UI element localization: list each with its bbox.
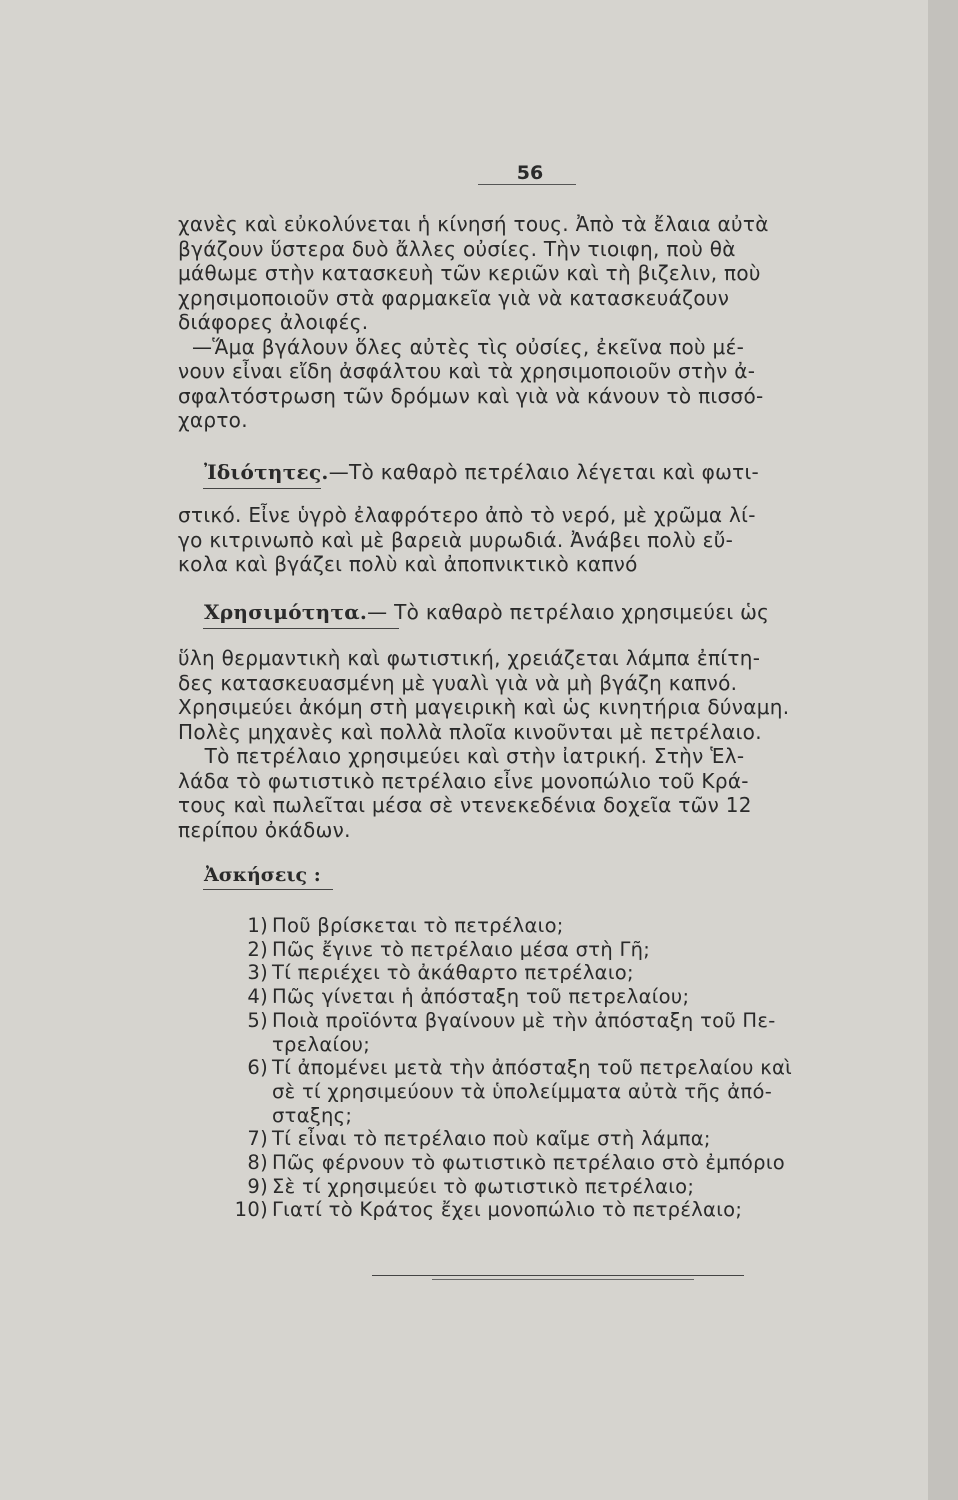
paragraph-1 bbox=[178, 212, 898, 433]
text-line: χρησιμοποιοῦν στὰ φαρμακεῖα γιὰ νὰ κατασκευάζουν bbox=[178, 285, 730, 310]
exercise-text-continued: τρελαίου; bbox=[272, 1032, 371, 1056]
text-line: —Ἅμα βγάλουν ὅλες αὐτὲς τὶς οὐσίες, ἐκεῖνα ποὺ μέ- bbox=[192, 334, 745, 359]
usefulness-heading: Χρησιμότητα. bbox=[204, 600, 368, 624]
text-line: Χρησιμεύει ἀκόμη στὴ μαγειρικὴ καὶ ὡς κινητήρια δύναμη. bbox=[178, 695, 790, 719]
exercise-item bbox=[220, 1009, 910, 1056]
exercise-item bbox=[220, 1175, 910, 1199]
text-line: γο κιτρινωπὸ καὶ μὲ βαρειὰ μυρωδιά. Ἀνάβει πολὺ εὔ- bbox=[178, 527, 734, 552]
usefulness-heading-rule bbox=[203, 628, 399, 629]
exercise-number: 7) bbox=[247, 1127, 268, 1151]
exercise-item bbox=[220, 961, 910, 985]
exercise-item bbox=[220, 1151, 910, 1175]
text-line: κολα καὶ βγάζει πολὺ καὶ ἀποπνικτικὸ καπνό bbox=[178, 552, 638, 576]
properties-heading: Ἰδιότητες. bbox=[204, 460, 329, 484]
end-rule bbox=[372, 1275, 744, 1276]
page-edge bbox=[928, 0, 958, 1500]
exercise-item bbox=[220, 1127, 910, 1151]
usefulness-first-line: — Τὸ καθαρὸ πετρέλαιο χρησιμεύει ὡς bbox=[367, 600, 770, 624]
exercise-text: Πῶς ἔγινε τὸ πετρέλαιο μέσα στὴ Γῆ; bbox=[272, 937, 651, 961]
exercise-text: Σὲ τί χρησιμεύει τὸ φωτιστικὸ πετρέλαιο; bbox=[272, 1174, 695, 1198]
text-line: μάθωμε στὴν κατασκευὴ τῶν κεριῶν καὶ τὴ βιζελιν, ποὺ bbox=[178, 261, 761, 285]
properties-section bbox=[178, 460, 898, 485]
text-line: χαρτο. bbox=[178, 408, 248, 432]
exercise-number: 4) bbox=[247, 985, 268, 1009]
exercise-number: 3) bbox=[247, 961, 268, 985]
properties-heading-rule bbox=[203, 488, 321, 489]
text-line: Πολὲς μηχανὲς καὶ πολλὰ πλοῖα κινοῦνται μὲ πετρέλαιο. bbox=[178, 719, 762, 744]
exercise-text: Ποιὰ προϊόντα βγαίνουν μὲ τὴν ἀπόσταξη τοῦ Πε- bbox=[272, 1008, 776, 1032]
exercise-text: Πῶς φέρνουν τὸ φωτιστικὸ πετρέλαιο στὸ ἐμπόριο bbox=[272, 1151, 785, 1175]
page-number: 56 bbox=[516, 162, 544, 184]
properties-body bbox=[178, 503, 898, 577]
exercises-title-rule bbox=[203, 889, 333, 890]
exercise-number: 5) bbox=[247, 1008, 268, 1032]
exercise-number: 10) bbox=[234, 1198, 268, 1222]
exercise-text-continued: σταξης; bbox=[272, 1103, 353, 1127]
exercise-item bbox=[220, 914, 910, 938]
exercise-text: Τί εἶναι τὸ πετρέλαιο ποὺ καῖμε στὴ λάμπα; bbox=[272, 1127, 711, 1151]
exercise-item bbox=[220, 1198, 910, 1222]
exercise-item bbox=[220, 1056, 910, 1127]
exercise-number: 6) bbox=[247, 1056, 268, 1080]
properties-first-line: —Τὸ καθαρὸ πετρέλαιο λέγεται καὶ φωτι- bbox=[328, 460, 760, 484]
exercise-number: 9) bbox=[247, 1174, 268, 1198]
text-line: λάδα τὸ φωτιστικὸ πετρέλαιο εἶνε μονοπώλιο τοῦ Κρά- bbox=[178, 768, 749, 793]
text-line: τους καὶ πωλεῖται μέσα σὲ ντενεκεδένια δοχεῖα τῶν 12 bbox=[178, 793, 752, 817]
text-line: σφαλτόστρωση τῶν δρόμων καὶ γιὰ νὰ κάνουν τὸ πισσό- bbox=[178, 383, 764, 408]
exercise-text: Ποῦ βρίσκεται τὸ πετρέλαιο; bbox=[272, 914, 564, 937]
exercise-number: 8) bbox=[247, 1151, 268, 1175]
exercises-list bbox=[220, 914, 910, 1222]
page-number-rule bbox=[478, 184, 576, 185]
text-line: βγάζουν ὕστερα δυὸ ἄλλες οὐσίες. Τὴν τιοιφη, ποὺ θὰ bbox=[178, 236, 736, 261]
exercise-text: Γιατί τὸ Κράτος ἔχει μονοπώλιο τὸ πετρέλαιο; bbox=[272, 1198, 743, 1222]
text-line: νουν εἶναι εἴδη ἀσφάλτου καὶ τὰ χρησιμοποιοῦν στὴν ἀ- bbox=[178, 359, 756, 383]
text-line: διάφορες ἀλοιφές. bbox=[178, 310, 369, 334]
exercise-text: Τί περιέχει τὸ ἀκάθαρτο πετρέλαιο; bbox=[272, 961, 634, 985]
end-rule bbox=[432, 1279, 694, 1280]
text-line: περίπου ὀκάδων. bbox=[178, 817, 351, 842]
usefulness-section bbox=[178, 600, 898, 625]
text-line: χανὲς καὶ εὐκολύνεται ἡ κίνησή τους. Ἀπὸ τὰ ἔλαια αὐτὰ bbox=[178, 212, 769, 236]
exercise-number: 2) bbox=[247, 937, 268, 961]
text-line: Τὸ πετρέλαιο χρησιμεύει καὶ στὴν ἰατρική. Στὴν Ἑλ- bbox=[178, 744, 745, 768]
text-line: δες κατασκευασμένη μὲ γυαλὶ γιὰ νὰ μὴ βγάζη καπνό. bbox=[178, 670, 738, 695]
usefulness-body bbox=[178, 646, 898, 842]
exercise-number: 1) bbox=[247, 914, 268, 937]
exercise-text-continued: σὲ τί χρησιμεύουν τὰ ὑπολείμματα αὐτὰ τῆς ἀπό- bbox=[272, 1079, 773, 1103]
exercise-item bbox=[220, 938, 910, 962]
text-line: ὕλη θερμαντικὴ καὶ φωτιστική, χρειάζεται λάμπα ἐπίτη- bbox=[178, 646, 761, 670]
exercise-item bbox=[220, 985, 910, 1009]
exercise-text: Πῶς γίνεται ἡ ἀπόσταξη τοῦ πετρελαίου; bbox=[272, 985, 690, 1009]
exercise-text: Τί ἀπομένει μετὰ τὴν ἀπόσταξη τοῦ πετρελαίου καὶ bbox=[272, 1056, 793, 1080]
exercises-title: Ἀσκήσεις : bbox=[204, 864, 321, 886]
text-line: στικό. Εἶνε ὑγρὸ ἐλαφρότερο ἀπὸ τὸ νερό, μὲ χρῶμα λί- bbox=[178, 503, 756, 527]
